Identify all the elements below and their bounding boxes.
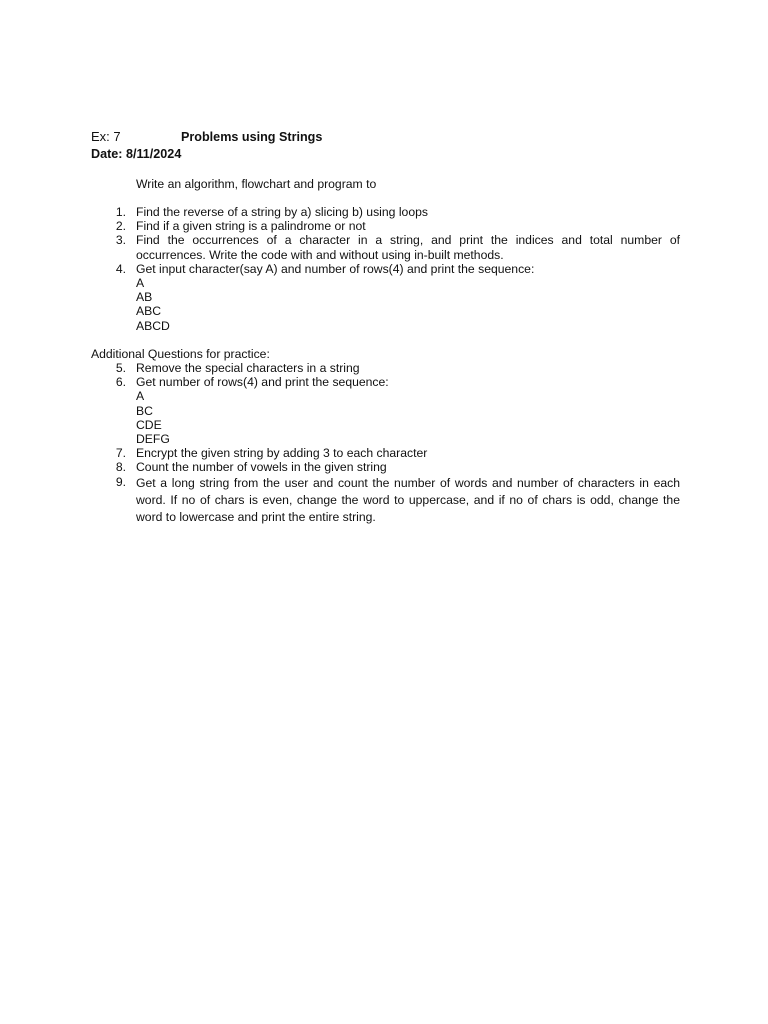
item-text: Find the reverse of a string by a) slicing b) using loops — [136, 205, 428, 219]
sequence-line: A — [136, 276, 145, 291]
item-number: 6. — [115, 375, 126, 390]
list-item — [91, 219, 680, 233]
item-number: 4. — [115, 261, 126, 276]
exercise-number: Ex: 7 — [91, 129, 121, 144]
item-number: 3. — [115, 233, 126, 248]
list-item — [91, 233, 680, 261]
item-text: Get input character(say A) and number of rows(4) and print the sequence: — [136, 261, 535, 276]
list-item — [91, 446, 680, 460]
item-text: Encrypt the given string by adding 3 to each character — [136, 446, 428, 461]
sequence-line: A — [136, 389, 145, 404]
exercise-date: Date: 8/11/2024 — [91, 147, 182, 161]
item-number: 8. — [115, 460, 126, 475]
item-number: 5. — [115, 361, 126, 375]
sequence-line: DEFG — [136, 432, 170, 447]
item-number: 7. — [115, 446, 126, 461]
intro-text: Write an algorithm, flowchart and program to — [136, 177, 377, 191]
list-item — [91, 262, 680, 333]
item-text: Find if a given string is a palindrome or not — [136, 219, 366, 234]
item-text: Remove the special characters in a string — [136, 361, 360, 375]
list-item — [91, 375, 680, 446]
sequence-line: BC — [136, 403, 153, 418]
item-number: 9. — [115, 474, 126, 489]
item-number: 1. — [115, 205, 126, 219]
main-question-list — [91, 205, 680, 333]
item-number: 2. — [115, 219, 126, 234]
item-text: Count the number of vowels in the given string — [136, 460, 387, 475]
exercise-title: Problems using Strings — [181, 130, 323, 144]
sequence-line: AB — [136, 290, 153, 305]
item-text: Get a long string from the user and count the number of words and number of characters in each word. If no of chars is even, change the word to uppercase, and if no of chars is odd, change the word to lowercase and print the entire string. — [136, 475, 680, 524]
item-text: Find the occurrences of a character in a string, and print the indices and total number of occurrences. Write the code with and without using in-built methods. — [136, 233, 680, 262]
list-item — [91, 205, 680, 219]
list-item — [91, 475, 680, 526]
additional-question-list — [91, 361, 680, 526]
sequence-line: ABCD — [136, 318, 170, 333]
sequence-line: ABC — [136, 304, 162, 319]
list-item — [91, 460, 680, 474]
sequence-line: CDE — [136, 417, 162, 432]
additional-questions-heading: Additional Questions for practice: — [91, 347, 270, 361]
item-text: Get number of rows(4) and print the sequence: — [136, 375, 389, 390]
list-item — [91, 361, 680, 375]
